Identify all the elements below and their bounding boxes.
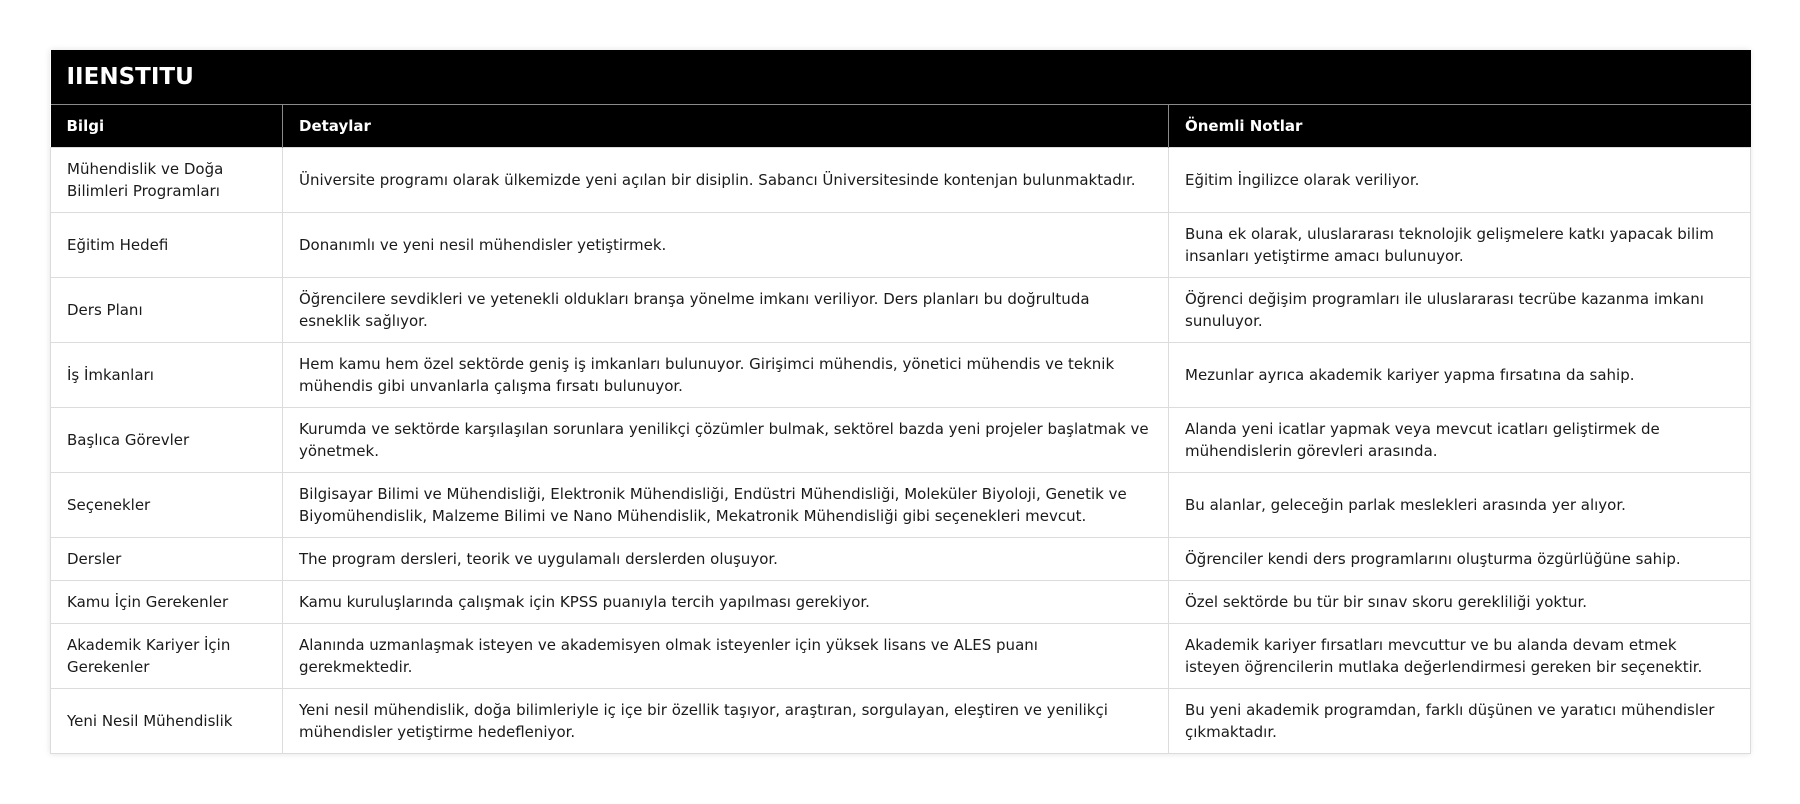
cell-not: Buna ek olarak, uluslararası teknolojik gelişmelere katkı yapacak bilim insanları yetiştirme amacı bulunuyor.	[1169, 213, 1751, 278]
column-header-detaylar: Detaylar	[283, 105, 1169, 148]
cell-bilgi: Mühendislik ve Doğa Bilimleri Programları	[51, 148, 283, 213]
column-header-bilgi: Bilgi	[51, 105, 283, 148]
column-header-onemli-notlar: Önemli Notlar	[1169, 105, 1751, 148]
cell-bilgi: İş İmkanları	[51, 343, 283, 408]
table-row	[51, 343, 1751, 408]
table-row	[51, 213, 1751, 278]
table-row	[51, 689, 1751, 754]
info-table	[50, 50, 1751, 754]
table-row	[51, 278, 1751, 343]
cell-detay: Kamu kuruluşlarında çalışmak için KPSS puanıyla tercih yapılması gerekiyor.	[283, 581, 1169, 624]
table-row	[51, 624, 1751, 689]
cell-not: Bu alanlar, geleceğin parlak meslekleri arasında yer alıyor.	[1169, 473, 1751, 538]
cell-detay: Bilgisayar Bilimi ve Mühendisliği, Elektronik Mühendisliği, Endüstri Mühendisliği, Moleküler Biyoloji, Genetik ve Biyomühendislik, Malzeme Bilimi ve Nano Mühendislik, Mekatronik Mühendisliği gibi seçenekleri mevcut.	[283, 473, 1169, 538]
cell-bilgi: Kamu İçin Gerekenler	[51, 581, 283, 624]
cell-detay: Üniversite programı olarak ülkemizde yeni açılan bir disiplin. Sabancı Üniversitesinde kontenjan bulunmaktadır.	[283, 148, 1169, 213]
cell-bilgi: Seçenekler	[51, 473, 283, 538]
info-table-card	[50, 50, 1750, 754]
cell-detay: Kurumda ve sektörde karşılaşılan sorunlara yenilikçi çözümler bulmak, sektörel bazda yeni projeler başlatmak ve yönetmek.	[283, 408, 1169, 473]
cell-not: Öğrenci değişim programları ile uluslararası tecrübe kazanma imkanı sunuluyor.	[1169, 278, 1751, 343]
cell-not: Özel sektörde bu tür bir sınav skoru gerekliliği yoktur.	[1169, 581, 1751, 624]
cell-not: Akademik kariyer fırsatları mevcuttur ve bu alanda devam etmek isteyen öğrencilerin mutlaka değerlendirmesi gereken bir seçenektir.	[1169, 624, 1751, 689]
cell-not: Mezunlar ayrıca akademik kariyer yapma fırsatına da sahip.	[1169, 343, 1751, 408]
cell-not: Öğrenciler kendi ders programlarını oluşturma özgürlüğüne sahip.	[1169, 538, 1751, 581]
cell-bilgi: Yeni Nesil Mühendislik	[51, 689, 283, 754]
cell-bilgi: Akademik Kariyer İçin Gerekenler	[51, 624, 283, 689]
cell-detay: Hem kamu hem özel sektörde geniş iş imkanları bulunuyor. Girişimci mühendis, yönetici mühendis ve teknik mühendis gibi unvanlarla çalışma fırsatı bulunuyor.	[283, 343, 1169, 408]
table-row	[51, 538, 1751, 581]
cell-bilgi: Başlıca Görevler	[51, 408, 283, 473]
cell-detay: Yeni nesil mühendislik, doğa bilimleriyle iç içe bir özellik taşıyor, araştıran, sorgulayan, eleştiren ve yenilikçi mühendisler yetiştirme hedefleniyor.	[283, 689, 1169, 754]
cell-bilgi: Ders Planı	[51, 278, 283, 343]
cell-not: Alanda yeni icatlar yapmak veya mevcut icatları geliştirmek de mühendislerin görevleri arasında.	[1169, 408, 1751, 473]
cell-not: Bu yeni akademik programdan, farklı düşünen ve yaratıcı mühendisler çıkmaktadır.	[1169, 689, 1751, 754]
table-row	[51, 148, 1751, 213]
table-row	[51, 408, 1751, 473]
table-row	[51, 473, 1751, 538]
cell-detay: The program dersleri, teorik ve uygulamalı derslerden oluşuyor.	[283, 538, 1169, 581]
cell-detay: Öğrencilere sevdikleri ve yetenekli oldukları branşa yönelme imkanı veriliyor. Ders planları bu doğrultuda esneklik sağlıyor.	[283, 278, 1169, 343]
cell-not: Eğitim İngilizce olarak veriliyor.	[1169, 148, 1751, 213]
table-row	[51, 581, 1751, 624]
cell-bilgi: Dersler	[51, 538, 283, 581]
cell-detay: Alanında uzmanlaşmak isteyen ve akademisyen olmak isteyenler için yüksek lisans ve ALES puanı gerekmektedir.	[283, 624, 1169, 689]
table-title: IIENSTITU	[51, 50, 1751, 105]
cell-bilgi: Eğitim Hedefi	[51, 213, 283, 278]
cell-detay: Donanımlı ve yeni nesil mühendisler yetiştirmek.	[283, 213, 1169, 278]
